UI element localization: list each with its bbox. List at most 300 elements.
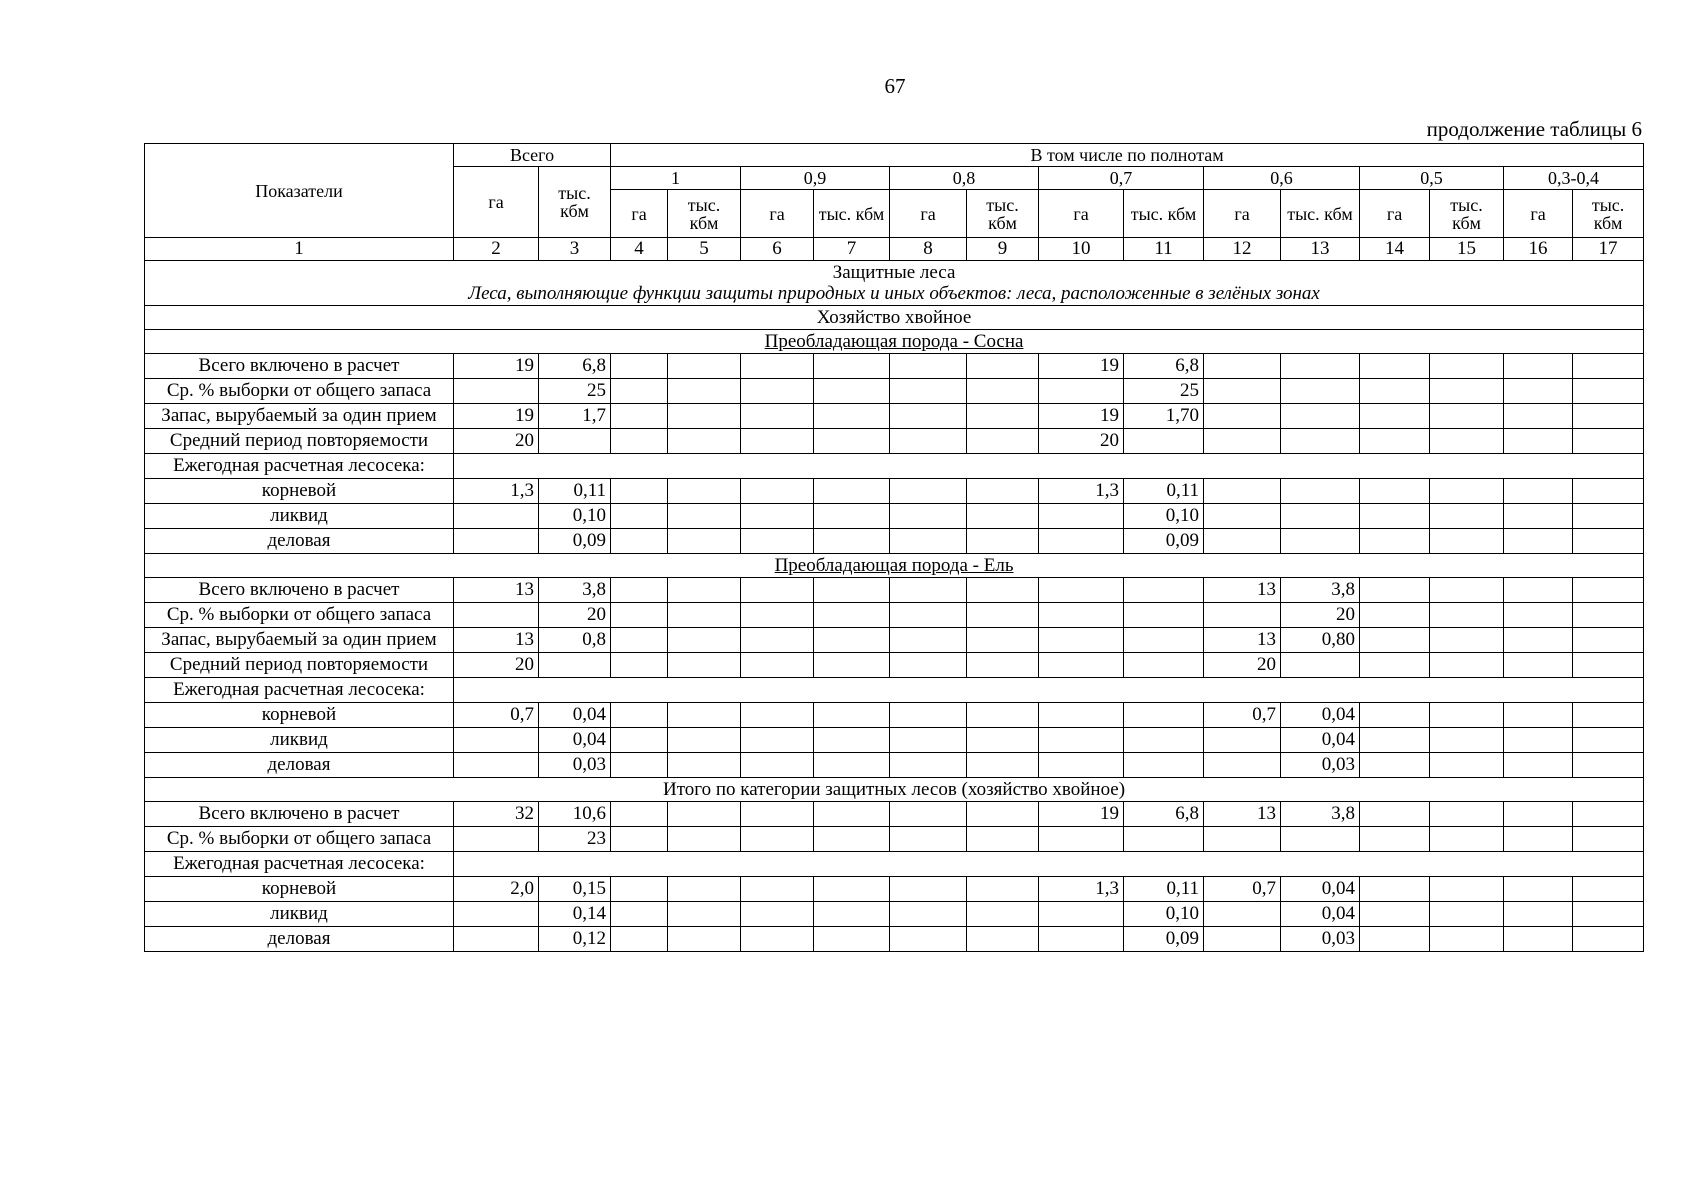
- table-cell: 0,11: [539, 479, 611, 504]
- table-cell: [668, 653, 741, 678]
- table-cell: [1360, 628, 1430, 653]
- section-subtitle: Леса, выполняющие функции защиты природных и иных объектов: леса, расположенные в зелёных зонах: [468, 283, 1320, 304]
- table-cell: [890, 628, 967, 653]
- table-cell: [814, 379, 890, 404]
- table-cell: 20: [1281, 603, 1360, 628]
- column-number-row: [145, 238, 1644, 261]
- table-cell: [1504, 802, 1573, 827]
- header-tys-kbm: тыс. кбм: [814, 190, 890, 238]
- header-tys-kbm: тыс. кбм: [1430, 190, 1504, 238]
- table-cell: 0,7: [1204, 877, 1281, 902]
- table-cell: [1039, 927, 1124, 952]
- table-cell: [967, 927, 1039, 952]
- table-cell: [814, 628, 890, 653]
- table-cell: [890, 802, 967, 827]
- empty-cell: [454, 678, 1644, 703]
- table-row: [145, 479, 1644, 504]
- table-row: [145, 404, 1644, 429]
- table-cell: [1039, 529, 1124, 554]
- table-row: [145, 927, 1644, 952]
- table-cell: 6,8: [539, 354, 611, 379]
- table-cell: [1124, 578, 1204, 603]
- table-cell: 0,11: [1124, 877, 1204, 902]
- table-cell: [611, 504, 668, 529]
- table-cell: [814, 529, 890, 554]
- table-cell: [1360, 578, 1430, 603]
- table-cell: [454, 753, 539, 778]
- table-cell: [1204, 827, 1281, 852]
- header-indicators: Показатели: [145, 144, 454, 238]
- group-title: Итого по категории защитных лесов (хозяйство хвойное): [663, 778, 1126, 800]
- table-cell: [1573, 379, 1644, 404]
- table-cell: [814, 653, 890, 678]
- table-cell: [890, 578, 967, 603]
- table-cell: 6,8: [1124, 354, 1204, 379]
- table-cell: [741, 603, 814, 628]
- table-cell: 1,3: [1039, 877, 1124, 902]
- table-cell: [890, 479, 967, 504]
- table-cell: [1360, 653, 1430, 678]
- row-label: Запас, вырубаемый за один прием: [145, 404, 454, 429]
- table-cell: 0,09: [539, 529, 611, 554]
- section-title-cell: [145, 261, 1644, 306]
- table-cell: [967, 827, 1039, 852]
- header-density: 1: [611, 167, 741, 190]
- table-cell: [1281, 429, 1360, 454]
- table-cell: [1504, 354, 1573, 379]
- column-number: 4: [611, 238, 668, 261]
- table-cell: [1039, 753, 1124, 778]
- header-including-by-density: В том числе по полнотам: [611, 144, 1644, 167]
- table-cell: [454, 728, 539, 753]
- table-cell: [967, 404, 1039, 429]
- table-cell: [1504, 429, 1573, 454]
- allowable-cut-table: [144, 143, 1644, 952]
- table-cell: [814, 703, 890, 728]
- table-cell: [741, 653, 814, 678]
- table-cell: [1430, 927, 1504, 952]
- row-label: Ср. % выборки от общего запаса: [145, 603, 454, 628]
- table-cell: 20: [1204, 653, 1281, 678]
- table-cell: [611, 379, 668, 404]
- group-title-cell: [145, 778, 1644, 802]
- table-cell: [1504, 404, 1573, 429]
- table-cell: [1204, 504, 1281, 529]
- table-cell: [1360, 354, 1430, 379]
- table-cell: [967, 479, 1039, 504]
- farm-title: Хозяйство хвойное: [145, 306, 1644, 330]
- header-ha: га: [611, 190, 668, 238]
- table-cell: [1573, 902, 1644, 927]
- row-label: Всего включено в расчет: [145, 578, 454, 603]
- table-cell: 0,8: [539, 628, 611, 653]
- table-cell: 13: [454, 628, 539, 653]
- table-cell: [1204, 354, 1281, 379]
- table-cell: [1573, 703, 1644, 728]
- table-cell: [967, 753, 1039, 778]
- table-cell: [741, 802, 814, 827]
- table-cell: [1430, 827, 1504, 852]
- header-ha: га: [1504, 190, 1573, 238]
- table-cell: [1204, 603, 1281, 628]
- column-number: 15: [1430, 238, 1504, 261]
- table-cell: 0,03: [1281, 927, 1360, 952]
- table-cell: [1281, 379, 1360, 404]
- table-cell: [1360, 802, 1430, 827]
- table-cell: [741, 703, 814, 728]
- column-number: 3: [539, 238, 611, 261]
- table-cell: 1,70: [1124, 404, 1204, 429]
- empty-cell: [454, 454, 1644, 479]
- table-cell: [1039, 578, 1124, 603]
- table-cell: [668, 504, 741, 529]
- table-cell: [668, 603, 741, 628]
- table-cell: 13: [1204, 802, 1281, 827]
- table-cell: [1124, 827, 1204, 852]
- table-cell: [539, 653, 611, 678]
- table-cell: [668, 753, 741, 778]
- table-cell: [890, 927, 967, 952]
- table-cell: [1573, 728, 1644, 753]
- header-density: 0,3-0,4: [1504, 167, 1644, 190]
- table-cell: 6,8: [1124, 802, 1204, 827]
- table-cell: [454, 529, 539, 554]
- table-cell: 19: [454, 404, 539, 429]
- section-title-row: [145, 261, 1644, 306]
- table-cell: [1281, 354, 1360, 379]
- table-cell: [1504, 578, 1573, 603]
- table-cell: [1430, 628, 1504, 653]
- table-cell: 19: [1039, 802, 1124, 827]
- table-cell: 0,04: [539, 703, 611, 728]
- table-row: [145, 703, 1644, 728]
- table-cell: [890, 404, 967, 429]
- table-cell: 0,03: [1281, 753, 1360, 778]
- table-cell: [1430, 603, 1504, 628]
- table-cell: [1573, 429, 1644, 454]
- table-cell: [814, 429, 890, 454]
- table-cell: 1,3: [454, 479, 539, 504]
- table-cell: [967, 529, 1039, 554]
- table-cell: 0,7: [454, 703, 539, 728]
- table-cell: [454, 603, 539, 628]
- table-cell: [890, 753, 967, 778]
- table-cell: [890, 827, 967, 852]
- table-cell: [1430, 429, 1504, 454]
- row-label: корневой: [145, 703, 454, 728]
- table-cell: [741, 877, 814, 902]
- table-cell: 13: [454, 578, 539, 603]
- table-cell: [1430, 877, 1504, 902]
- table-row: [145, 728, 1644, 753]
- header-tys-kbm: тыс. кбм: [1573, 190, 1644, 238]
- table-cell: [1430, 902, 1504, 927]
- header-density: 0,6: [1204, 167, 1360, 190]
- table-cell: [1039, 504, 1124, 529]
- header-total-ha: га: [454, 167, 539, 238]
- table-cell: [814, 354, 890, 379]
- table-cell: [1504, 753, 1573, 778]
- row-label: Средний период повторяемости: [145, 653, 454, 678]
- table-cell: 20: [454, 429, 539, 454]
- column-number: 16: [1504, 238, 1573, 261]
- row-label: Ежегодная расчетная лесосека:: [145, 454, 454, 479]
- column-number: 8: [890, 238, 967, 261]
- row-label: Всего включено в расчет: [145, 354, 454, 379]
- table-cell: [1281, 827, 1360, 852]
- table-cell: [1204, 728, 1281, 753]
- table-cell: [814, 603, 890, 628]
- table-cell: [1281, 404, 1360, 429]
- table-cell: [611, 902, 668, 927]
- table-cell: [454, 379, 539, 404]
- table-cell: [741, 354, 814, 379]
- table-cell: 0,03: [539, 753, 611, 778]
- header-density: 0,5: [1360, 167, 1504, 190]
- table-cell: 3,8: [1281, 578, 1360, 603]
- table-cell: [741, 902, 814, 927]
- table-cell: [1204, 529, 1281, 554]
- table-row: [145, 877, 1644, 902]
- table-cell: 0,04: [539, 728, 611, 753]
- table-cell: 23: [539, 827, 611, 852]
- empty-cell: [454, 852, 1644, 877]
- table-cell: [1573, 578, 1644, 603]
- table-cell: [1204, 753, 1281, 778]
- table-cell: [1430, 802, 1504, 827]
- row-label: Запас, вырубаемый за один прием: [145, 628, 454, 653]
- column-number: 10: [1039, 238, 1124, 261]
- table-cell: [1039, 827, 1124, 852]
- table-cell: [1430, 404, 1504, 429]
- row-label: Ежегодная расчетная лесосека:: [145, 678, 454, 703]
- table-cell: [1124, 429, 1204, 454]
- table-cell: [1039, 653, 1124, 678]
- table-cell: 0,09: [1124, 927, 1204, 952]
- row-label: корневой: [145, 877, 454, 902]
- table-row: [145, 603, 1644, 628]
- table-cell: [1573, 603, 1644, 628]
- table-cell: [1573, 877, 1644, 902]
- table-row: [145, 902, 1644, 927]
- table-cell: [890, 379, 967, 404]
- table-cell: [611, 628, 668, 653]
- table-cell: [611, 404, 668, 429]
- table-row: [145, 802, 1644, 827]
- table-cell: 20: [454, 653, 539, 678]
- header-tys-kbm: тыс. кбм: [1124, 190, 1204, 238]
- table-cell: 0,7: [1204, 703, 1281, 728]
- table-row: [145, 354, 1644, 379]
- table-cell: [1430, 653, 1504, 678]
- table-cell: [1039, 628, 1124, 653]
- table-cell: [1204, 927, 1281, 952]
- table-cell: [668, 404, 741, 429]
- table-cell: [1360, 827, 1430, 852]
- table-cell: [967, 802, 1039, 827]
- table-cell: [611, 578, 668, 603]
- table-cell: [611, 354, 668, 379]
- row-label: Всего включено в расчет: [145, 802, 454, 827]
- table-cell: [454, 827, 539, 852]
- group-title-row: [145, 778, 1644, 802]
- table-cell: 10,6: [539, 802, 611, 827]
- section-title: Защитные леса: [832, 262, 956, 283]
- table-cell: [668, 827, 741, 852]
- table-cell: [1124, 628, 1204, 653]
- table-cell: 25: [1124, 379, 1204, 404]
- table-cell: [1360, 603, 1430, 628]
- table-cell: [611, 529, 668, 554]
- table-cell: [1573, 404, 1644, 429]
- table-cell: [611, 753, 668, 778]
- farm-row: [145, 306, 1644, 330]
- group-title-cell: [145, 554, 1644, 578]
- table-cell: 19: [1039, 354, 1124, 379]
- header-density: 0,8: [890, 167, 1039, 190]
- table-cell: [1360, 703, 1430, 728]
- table-cell: [1504, 504, 1573, 529]
- table-row: [145, 529, 1644, 554]
- table-cell: [814, 728, 890, 753]
- row-label: Ежегодная расчетная лесосека:: [145, 852, 454, 877]
- table-cell: [1204, 902, 1281, 927]
- table-cell: [611, 728, 668, 753]
- row-label: деловая: [145, 529, 454, 554]
- table-cell: 0,14: [539, 902, 611, 927]
- row-label: ликвид: [145, 728, 454, 753]
- table-cell: [1281, 529, 1360, 554]
- header-ha: га: [741, 190, 814, 238]
- group-title: Преобладающая порода - Сосна: [764, 330, 1024, 352]
- table-cell: [1124, 728, 1204, 753]
- table-cell: [1430, 479, 1504, 504]
- table-cell: 2,0: [454, 877, 539, 902]
- table-cell: [1204, 479, 1281, 504]
- table-cell: [1504, 603, 1573, 628]
- table-cell: [1281, 504, 1360, 529]
- table-cell: [668, 728, 741, 753]
- table-cell: [1573, 628, 1644, 653]
- table-cell: [967, 379, 1039, 404]
- header-row-1: [145, 144, 1644, 167]
- table-cell: [890, 529, 967, 554]
- row-label: корневой: [145, 479, 454, 504]
- table-cell: [1504, 902, 1573, 927]
- table-cell: [814, 479, 890, 504]
- table-cell: [611, 703, 668, 728]
- table-cell: [1504, 529, 1573, 554]
- column-number: 6: [741, 238, 814, 261]
- table-cell: [1573, 354, 1644, 379]
- table-cell: [1360, 728, 1430, 753]
- table-cell: [1039, 902, 1124, 927]
- table-cell: [967, 902, 1039, 927]
- column-number: 11: [1124, 238, 1204, 261]
- table-cell: [890, 728, 967, 753]
- table-cell: [741, 753, 814, 778]
- table-cell: [611, 802, 668, 827]
- table-cell: [890, 653, 967, 678]
- table-row: [145, 429, 1644, 454]
- table-cell: [1504, 628, 1573, 653]
- header-ha: га: [1360, 190, 1430, 238]
- table-cell: 19: [1039, 404, 1124, 429]
- table-cell: [611, 827, 668, 852]
- group-title: Преобладающая порода - Ель: [774, 554, 1014, 576]
- table-cell: [1360, 504, 1430, 529]
- table-cell: [1360, 927, 1430, 952]
- group-title-cell: [145, 330, 1644, 354]
- row-label: Ср. % выборки от общего запаса: [145, 379, 454, 404]
- header-density: 0,9: [741, 167, 890, 190]
- table-cell: [1573, 753, 1644, 778]
- table-cell: [741, 379, 814, 404]
- table-cell: [668, 927, 741, 952]
- table-cell: [967, 877, 1039, 902]
- table-row: [145, 379, 1644, 404]
- table-cell: 0,04: [1281, 877, 1360, 902]
- header-ha: га: [890, 190, 967, 238]
- table-cell: [890, 354, 967, 379]
- table-cell: [967, 653, 1039, 678]
- table-cell: [1360, 379, 1430, 404]
- table-row: [145, 578, 1644, 603]
- table-cell: 0,10: [1124, 504, 1204, 529]
- group-title-row: [145, 554, 1644, 578]
- table-cell: [668, 529, 741, 554]
- table-cell: [668, 703, 741, 728]
- table-cell: [890, 877, 967, 902]
- column-number: 14: [1360, 238, 1430, 261]
- table-row: [145, 753, 1644, 778]
- table-cell: [1360, 529, 1430, 554]
- table-cell: [668, 802, 741, 827]
- table-cell: [1124, 703, 1204, 728]
- table-cell: 19: [454, 354, 539, 379]
- table-cell: [741, 728, 814, 753]
- table-cell: [454, 504, 539, 529]
- table-cell: 0,15: [539, 877, 611, 902]
- table-cell: [1573, 529, 1644, 554]
- table-row: [145, 504, 1644, 529]
- table-cell: [454, 902, 539, 927]
- table-cell: [1124, 753, 1204, 778]
- table-cell: 3,8: [539, 578, 611, 603]
- table-cell: [611, 603, 668, 628]
- table-cell: [611, 877, 668, 902]
- table-cell: [1504, 927, 1573, 952]
- column-number: 7: [814, 238, 890, 261]
- row-label: Средний период повторяемости: [145, 429, 454, 454]
- header-total: Всего: [454, 144, 611, 167]
- table-cell: 0,04: [1281, 703, 1360, 728]
- table-cell: [1039, 728, 1124, 753]
- table-cell: 0,04: [1281, 728, 1360, 753]
- table-cell: [1504, 479, 1573, 504]
- table-cell: 0,10: [1124, 902, 1204, 927]
- table-cell: [890, 703, 967, 728]
- table-cell: [741, 827, 814, 852]
- table-cell: [741, 504, 814, 529]
- page-number: 67: [884, 74, 906, 98]
- table-cell: 3,8: [1281, 802, 1360, 827]
- table-cell: [741, 404, 814, 429]
- table-continuation-label: продолжение таблицы 6: [1426, 117, 1642, 141]
- table-cell: [668, 877, 741, 902]
- header-ha: га: [1039, 190, 1124, 238]
- row-label: ликвид: [145, 504, 454, 529]
